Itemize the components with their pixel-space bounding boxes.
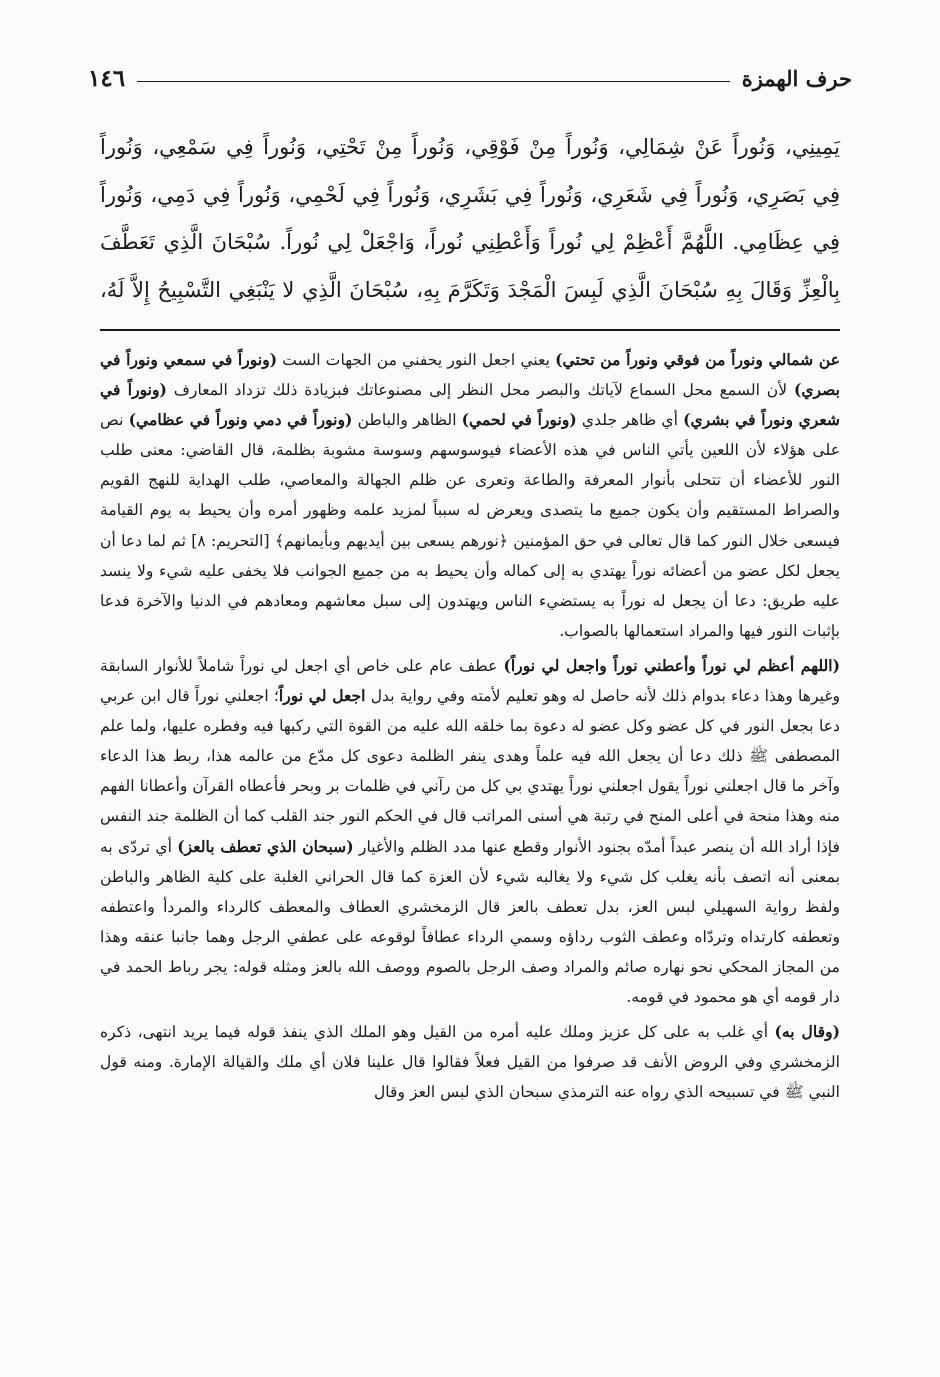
commentary-text: أي غلب به على كل عزيز وملك عليه أمره من القيل وهو الملك الذي ينفذ قوله فيما يريد انتهى، ذكره الزمخشري وفي الروض الأنف قد صرفوا من القيل فعلاً فقالوا قال علينا فلان أي ملك والقيالة الإمارة. ومنه قول النبي ﷺ في تسبيحه الذي رواه عنه الترمذي سبحان الذي لبس العز وقال — [100, 1023, 840, 1102]
quoted-phrase: (ونوراً في دمي ونوراً في عظامي) — [128, 410, 353, 430]
commentary-text: يعني اجعل النور يحفني من الجهات الست — [277, 351, 556, 369]
commentary-text: ؛ اجعلني نوراً قال ابن عربي دعا بجعل النور في كل عضو وكل عضو له دعوة بما خلقه الله عليه من القوة التي ركبها فيه وفطره عليها، ولما علم المصطفى ﷺ ذلك دعا أن يجعل الله فيه علماً وهدى ينفر الظلمة دعوى كل مدّع من عالمه هذا، ربط هذا الدعاء وآخر ما قال اجعلني نوراً يقول اجعلني نوراً يهتدي بي كل من رآني في ظلمات بر وبحر فأعطاه القرآن وأعطانا الفهم منه وهذا منحة في أعلى المنح في رتبة هي أسنى المراتب قال في الحكم النور جند القلب كما أن الظلمة جند النفس فإذا أراد الله أن ينصر عبداً أمدّه بجنود الأنوار وقطع عنها مدد الظلم والأغيار — [100, 687, 840, 856]
hadith-line-1: يَمِينِي، وَنُوراً عَنْ شِمَالِي، وَنُوراً مِنْ فَوْقِي، وَنُوراً مِنْ تَحْتِي، وَنُوراً فِي سَمْعِي، وَنُوراً — [100, 135, 840, 159]
quoted-phrase: اجعل لي نوراً — [278, 686, 366, 706]
commentary-text: عطف عام على خاص أي اجعل لي نوراً شاملاً للأنوار السابقة وغيرها وهذا دعاء بدوام ذلك لأنه حاصل له وهو تعليم لأمته وفي رواية بدل — [100, 656, 841, 706]
commentary-text: أي تردّى به بمعنى أنه اتصف بأنه يغلب كل شيء ولا يغالبه شيء لأن العزة كما قال الحراني الغلبة على كلية الظاهر والباطن ولفظ رواية السهيلي لبس العز، بدل تعطف بالعز قال الزمخشري العطاف والمعطف كالرداء والمردأ واعتطفه وتعطفه كارتداه وتردّاه وعطف الثوب رداؤه وسمي الرداء عطافاً لوقوعه على عطفي الرجل وهما جانبا عنقه وهذا من المجاز المحكي نحو نهاره صائم والمراد وصف الرجل بالصوم ووصف الله بالعز ومثله قوله: يجر رباط الحمد في دار قومه أي هو محمود في قومه. — [100, 837, 840, 1006]
hadith-line-3: فِي عِظَامِي. اللَّهُمَّ أَعْظِمْ لِي نُوراً وَأَعْطِنِي نُوراً، وَاجْعَلْ لِي نُوراً. سُبْحَانَ الَّذِي تَعَطَّفَ — [100, 230, 840, 254]
quoted-phrase: (وقال به) — [774, 1022, 840, 1042]
commentary-paragraph-1 — [100, 345, 840, 646]
page-header — [88, 58, 852, 98]
commentary-paragraph-3 — [100, 1017, 840, 1107]
commentary-text: أي ظاهر جلدي — [576, 411, 684, 430]
commentary-text: نص على هؤلاء لأن اللعين يأتي الناس في هذه الأعضاء فيوسوسهم وسوسة مشوبة بظلمة، قال القاضي: معنى طلب النور للأعضاء أن تتحلى بأنوار المعرفة والطاعة وتعرى عن ظلم الجهالة والمعاصي، طلب الهداية للنهج القويم والصراط المستقيم وأن يكون جميع ما يتصدى ويعرض له سبباً لمزيد علمه وظهور أمره وأن يحيط به يوم القيامة فيسعى خلال النور كما قال تعالى في حق المؤمنين ﴿نورهم يسعى بين أيديهم وبأيمانهم﴾ [التحريم: ٨] ثم لما دعا أن يجعل لكل عضو من أعضائه نوراً يهتدي به إلى كماله وأن يحيط به من جميع الجوانب فلا يخفى عليه شيء ولا ينسد عليه طريق: دعا أن يجعل له نوراً به يستضيء الناس ويهتدون إلى سبل معاشهم ومعادهم في الدنيا والآخرة فدعا بإثبات النور فيها والمراد استعمالها بالصواب. — [100, 411, 840, 640]
chapter-title: حرف الهمزة — [741, 65, 852, 91]
quoted-phrase: (ونوراً في سمعي ونوراً في بصري) — [100, 350, 840, 400]
commentary-text: الظاهر والباطن — [352, 411, 462, 430]
commentary-text: لأن السمع محل السماع لآياتك والبصر محل النظر إلى مصنوعاتك فبزيادة ذلك تزداد المعارف — [166, 381, 794, 400]
quoted-phrase: (اللهم أعظم لي نوراً وأعطني نوراً واجعل لي نوراً) — [503, 655, 840, 675]
hadith-line-4: بِالْعِزِّ وَقَالَ بِهِ سُبْحَانَ الَّذِي لَبِسَ الْمَجْدَ وَتَكَرَّمَ بِهِ، سُبْحَانَ الَّذِي لا يَنْبَغِي التَّسْبِيحُ إِلاَّ لَهُ، — [100, 277, 840, 302]
page-number: ١٤٦ — [88, 64, 126, 92]
quoted-phrase: (ونوراً في لحمي) — [461, 410, 577, 430]
header-rule — [137, 81, 730, 82]
hadith-line-2: فِي بَصَرِي، وَنُوراً فِي شَعَرِي، وَنُوراً فِي بَشَرِي، وَنُوراً فِي لَحْمِي، وَنُوراً فِي دَمِي، وَنُوراً — [100, 182, 840, 207]
footnote-divider — [100, 329, 840, 331]
commentary-paragraph-2 — [100, 651, 840, 1012]
quoted-phrase: (ونوراً في شعري ونوراً في بشري) — [100, 380, 840, 430]
hadith-text — [100, 124, 840, 314]
quoted-phrase: (سبحان الذي تعطف بالعز) — [177, 836, 354, 856]
quoted-phrase: عن شمالي ونوراً من فوقي ونوراً من تحتي) — [555, 350, 840, 369]
commentary — [100, 345, 840, 1112]
